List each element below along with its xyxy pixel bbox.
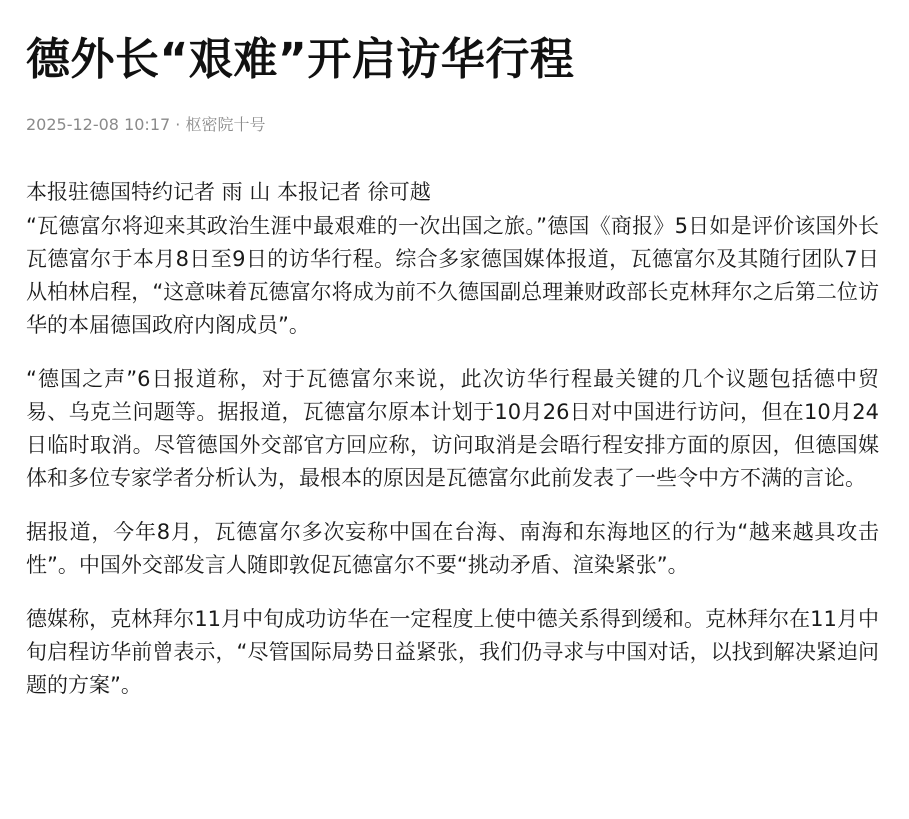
paragraph-4: 德媒称，克林拜尔11月中旬成功访华在一定程度上使中德关系得到缓和。克林拜尔在11月中旬启程访华前曾表示，“尽管国际局势日益紧张，我们仍寻求与中国对话，以找到解决紧迫问题的方案”。: [26, 607, 879, 697]
paragraph-1: “瓦德富尔将迎来其政治生涯中最艰难的一次出国之旅。”德国《商报》5日如是评价该国外长瓦德富尔于本月8日至9日的访华行程。综合多家德国媒体报道，瓦德富尔及其随行团队7日从柏林启程，“这意味着瓦德富尔将成为前不久德国副总理兼财政部长克林拜尔之后第二位访华的本届德国政府内阁成员”。: [26, 214, 879, 337]
paragraph-2: “德国之声”6日报道称，对于瓦德富尔来说，此次访华行程最关键的几个议题包括德中贸易、乌克兰问题等。据报道，瓦德富尔原本计划于10月26日对中国进行访问，但在10月24日临时取消。尽管德国外交部官方回应称，访问取消是会晤行程安排方面的原因，但德国媒体和多位专家学者分析认为，最根本的原因是瓦德富尔此前发表了一些令中方不满的言论。: [26, 367, 879, 490]
article-title: 德外长“艰难”开启访华行程: [26, 34, 575, 85]
article-body: [26, 176, 879, 702]
article-byline: 本报驻德国特约记者 雨 山 本报记者 徐可越: [26, 180, 431, 204]
paragraph-3: 据报道，今年8月，瓦德富尔多次妄称中国在台海、南海和东海地区的行为“越来越具攻击性”。中国外交部发言人随即敦促瓦德富尔不要“挑动矛盾、渲染紧张”。: [26, 520, 879, 577]
article-meta: 2025-12-08 10:17 · 枢密院十号: [26, 115, 266, 134]
